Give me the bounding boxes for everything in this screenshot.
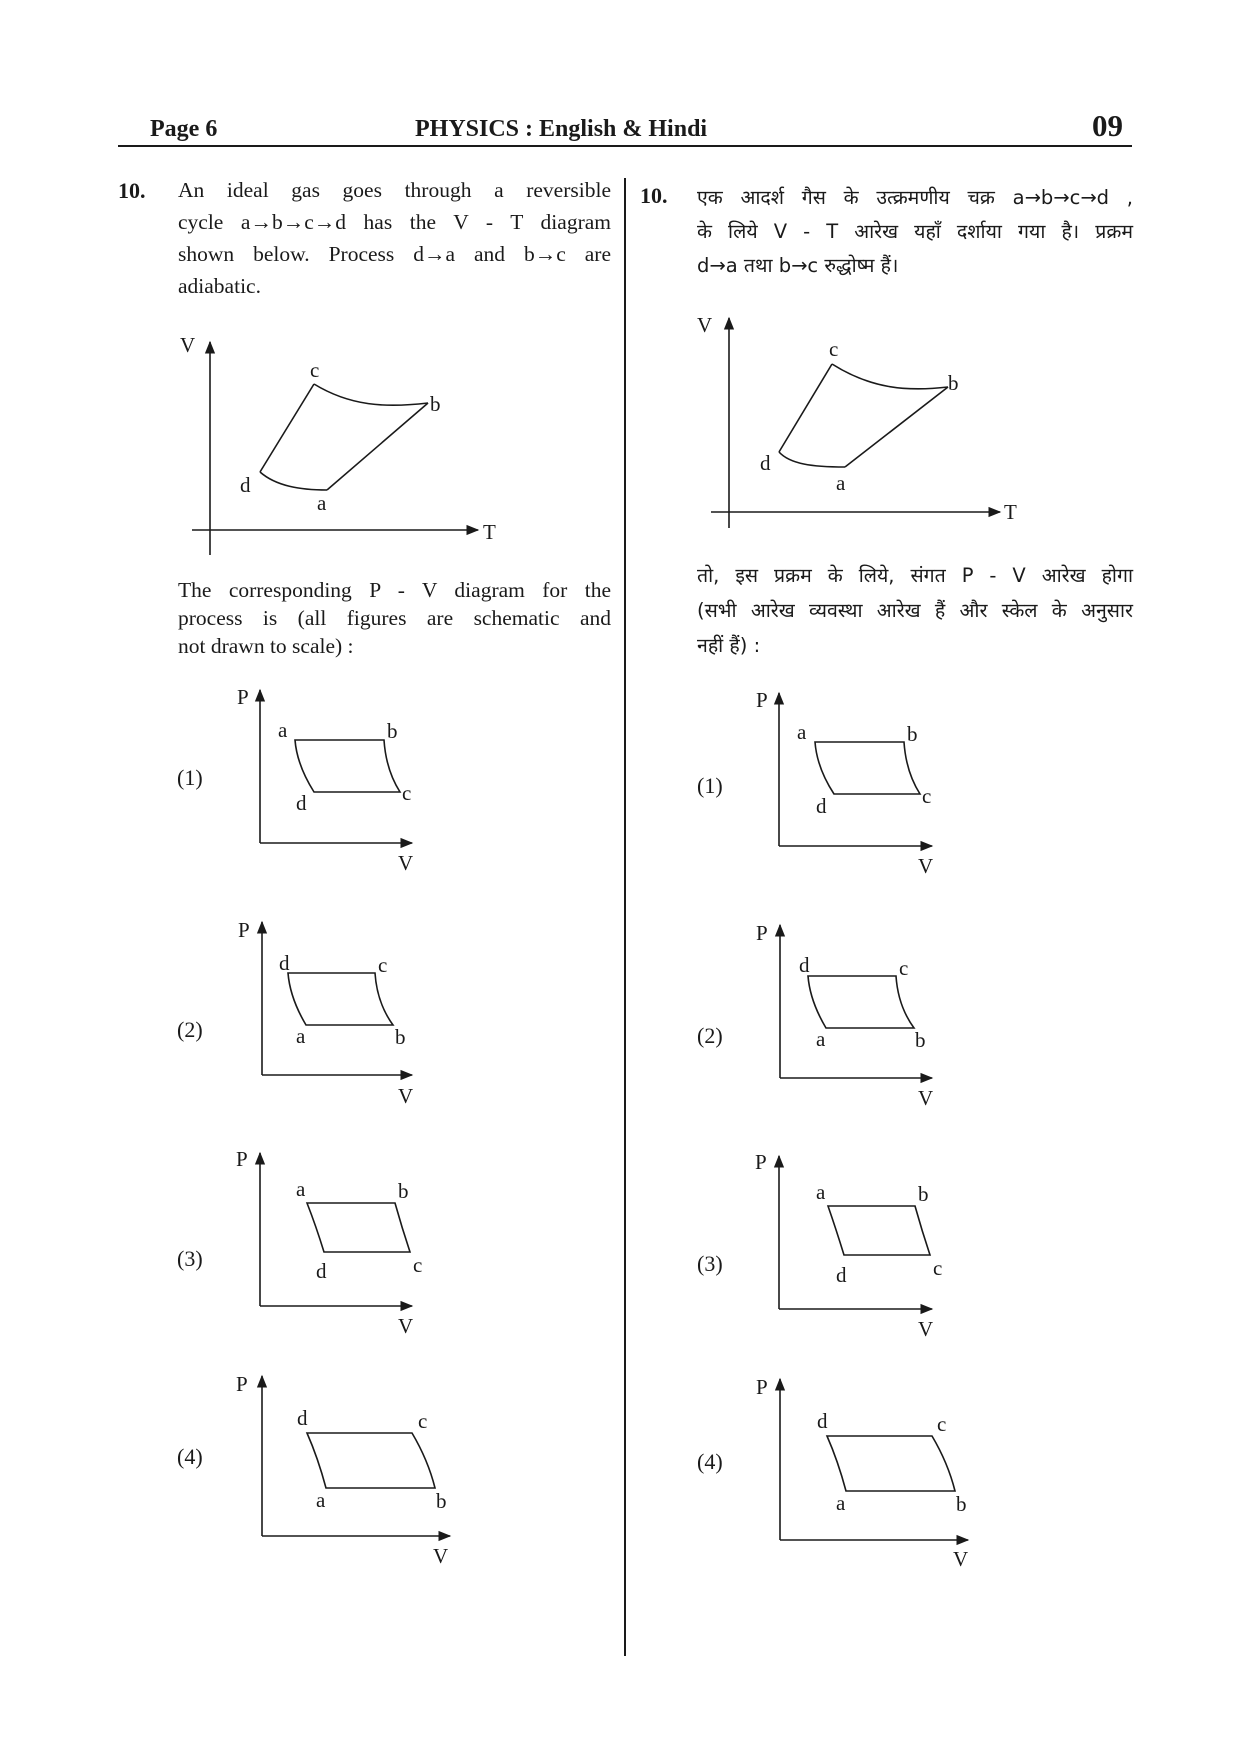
question-number-hindi: 10.	[640, 183, 668, 208]
line-d-c	[779, 364, 832, 452]
pv-diagram-option-1	[237, 685, 413, 875]
paper-code: 09	[1092, 108, 1123, 143]
pv-diagram-option-1	[756, 688, 933, 878]
lead-line: The corresponding P - V diagram for the	[178, 578, 611, 602]
point-b-label: b	[948, 371, 959, 395]
curve-c-b	[832, 364, 948, 389]
cycle-path	[295, 740, 400, 792]
point-label: c	[402, 781, 412, 805]
point-c-label: c	[310, 358, 320, 382]
line-b-a	[845, 387, 948, 467]
point-label: d	[816, 794, 827, 818]
lead-line: तो, इस प्रक्रम के लिये, संगत P - V आरेख होगा	[697, 564, 1133, 587]
stem-line: shown below. Process d→a and b→c are	[178, 242, 611, 266]
y-axis-label: P	[756, 1375, 768, 1399]
vt-diagram-english	[180, 333, 496, 555]
point-label: b	[395, 1025, 406, 1049]
pv-diagram-option-4	[756, 1375, 968, 1571]
lead-line: process is (all figures are schematic and	[178, 606, 611, 630]
point-label: a	[836, 1491, 846, 1515]
y-axis-label: P	[236, 1147, 248, 1171]
x-axis-label: T	[483, 520, 496, 544]
option-label-1: (1)	[177, 765, 203, 790]
point-label: a	[278, 718, 288, 742]
lead-line: नहीं हैं) :	[697, 634, 761, 657]
stem-line: adiabatic.	[178, 274, 261, 298]
cycle-path	[307, 1433, 435, 1488]
x-axis-label: V	[918, 1317, 934, 1341]
y-axis-label: P	[755, 1150, 767, 1174]
pv-diagram-option-3	[755, 1150, 942, 1341]
option-label-2: (2)	[697, 1023, 723, 1048]
cycle-path	[307, 1203, 410, 1252]
line-d-c	[260, 384, 314, 472]
option-label-4: (4)	[177, 1444, 203, 1469]
y-axis-label: P	[237, 685, 249, 709]
y-axis-label: P	[756, 688, 768, 712]
option-label-2: (2)	[177, 1017, 203, 1042]
cycle-path	[828, 1206, 930, 1255]
point-label: b	[436, 1489, 447, 1513]
x-axis-label: V	[953, 1547, 969, 1571]
page-title: PHYSICS : English & Hindi	[415, 116, 708, 142]
page-number: Page 6	[150, 116, 218, 142]
point-label: c	[378, 953, 388, 977]
x-axis-label: V	[398, 851, 414, 875]
option-label-4: (4)	[697, 1449, 723, 1474]
vt-diagram-hindi	[697, 313, 1017, 528]
point-label: b	[956, 1492, 967, 1516]
pv-diagram-option-2	[238, 918, 413, 1108]
point-label: c	[899, 956, 909, 980]
point-label: c	[922, 784, 932, 808]
point-label: d	[296, 791, 307, 815]
point-label: d	[799, 953, 810, 977]
y-axis-label: V	[180, 333, 196, 357]
x-axis-label: V	[918, 854, 934, 878]
point-c-label: c	[829, 337, 839, 361]
curve-c-b	[314, 384, 428, 405]
curve-a-d	[779, 452, 845, 467]
cycle-path	[288, 973, 393, 1025]
point-label: d	[279, 951, 290, 975]
point-label: b	[387, 719, 398, 743]
pv-diagram-option-2	[756, 921, 933, 1110]
point-d-label: d	[240, 473, 251, 497]
point-b-label: b	[430, 392, 441, 416]
x-axis-label: V	[398, 1314, 414, 1338]
point-label: d	[836, 1263, 847, 1287]
curve-a-d	[260, 472, 327, 490]
point-label: b	[915, 1028, 926, 1052]
option-label-3: (3)	[697, 1251, 723, 1276]
point-label: b	[907, 722, 918, 746]
point-label: c	[418, 1409, 428, 1433]
point-a-label: a	[836, 471, 846, 495]
option-label-3: (3)	[177, 1246, 203, 1271]
y-axis-label: V	[697, 313, 713, 337]
point-label: a	[296, 1024, 306, 1048]
point-label: b	[918, 1182, 929, 1206]
point-label: a	[816, 1027, 826, 1051]
point-label: c	[933, 1256, 943, 1280]
point-label: c	[413, 1253, 423, 1277]
option-label-1: (1)	[697, 773, 723, 798]
point-label: d	[316, 1259, 327, 1283]
point-label: d	[297, 1406, 308, 1430]
point-label: d	[817, 1409, 828, 1433]
x-axis-label: V	[433, 1544, 449, 1568]
stem-line: के लिये V - T आरेख यहाँ दर्शाया गया है। प्रक्रम	[697, 220, 1133, 243]
x-axis-label: V	[918, 1086, 934, 1110]
line-b-a	[327, 403, 428, 490]
y-axis-label: P	[236, 1372, 248, 1396]
lead-line: not drawn to scale) :	[178, 634, 354, 658]
point-a-label: a	[317, 491, 327, 515]
stem-line: d→a तथा b→c रुद्धोष्म हैं।	[697, 254, 899, 277]
cycle-path	[808, 976, 914, 1028]
point-label: a	[797, 720, 807, 744]
point-label: a	[316, 1488, 326, 1512]
point-label: c	[937, 1412, 947, 1436]
pv-diagram-option-3	[236, 1147, 422, 1338]
cycle-path	[827, 1436, 955, 1491]
y-axis-label: P	[756, 921, 768, 945]
cycle-path	[815, 742, 920, 794]
question-number-english: 10.	[118, 178, 146, 203]
point-label: a	[296, 1177, 306, 1201]
x-axis-label: T	[1004, 500, 1017, 524]
stem-line: cycle a→b→c→d has the V - T diagram	[178, 210, 611, 234]
stem-line: An ideal gas goes through a reversible	[178, 178, 611, 202]
x-axis-label: V	[398, 1084, 414, 1108]
point-label: a	[816, 1180, 826, 1204]
stem-line: एक आदर्श गैस के उत्क्रमणीय चक्र a→b→c→d ,	[697, 186, 1133, 209]
y-axis-label: P	[238, 918, 250, 942]
point-label: b	[398, 1179, 409, 1203]
pv-diagram-option-4	[236, 1372, 450, 1568]
lead-line: (सभी आरेख व्यवस्था आरेख हैं और स्केल के अनुसार	[697, 599, 1133, 622]
point-d-label: d	[760, 451, 771, 475]
